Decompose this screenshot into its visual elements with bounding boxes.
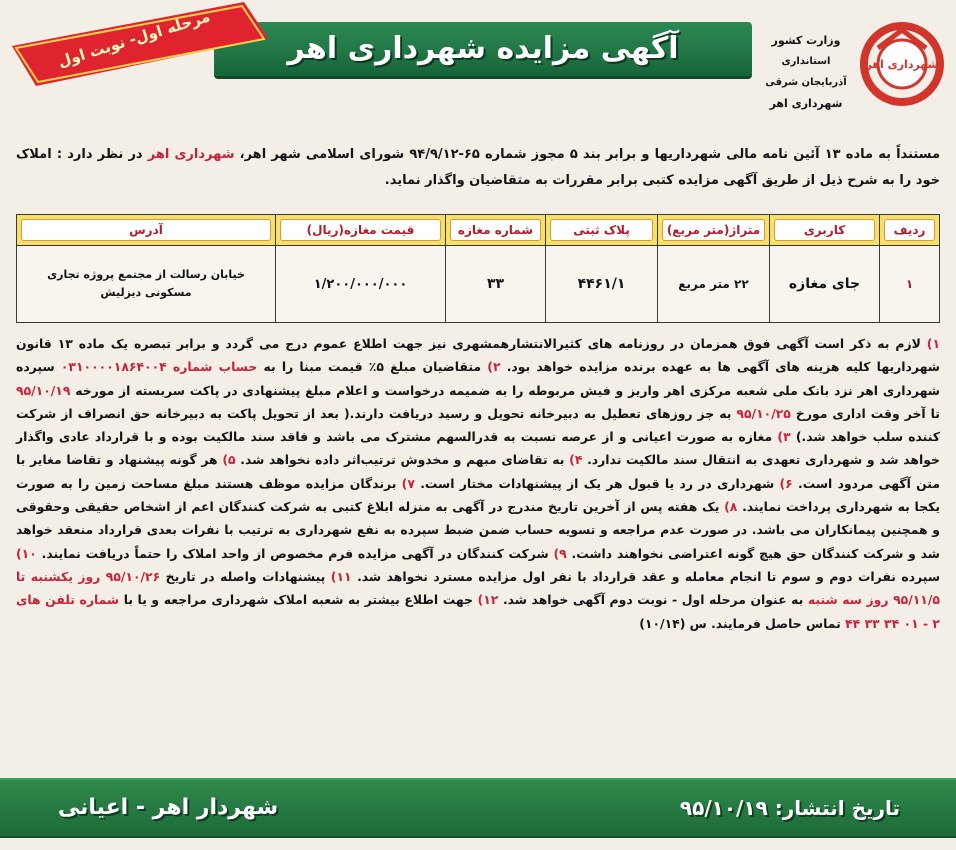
header-cell: آدرس — [17, 215, 276, 246]
ad-title: آگهی مزایده شهرداری اهر — [287, 31, 679, 66]
condition-6: شهرداری در رد یا قبول هر یک از پیشنهادات مختار است. — [420, 475, 775, 491]
price-cell: ۱/۲۰۰/۰۰۰/۰۰۰ — [276, 246, 446, 323]
condition-11b: به عنوان مرحله اول - نوبت دوم آگهی خواهد شد. — [502, 592, 804, 608]
account-number: حساب شماره ۰۳۱۰۰۰۰۱۸۶۴۰۰۴ — [60, 359, 258, 375]
header-cell: متراژ(متر مربع) — [658, 215, 770, 246]
stage-label: مرحله اول- نوبت اول — [55, 7, 213, 71]
intro-text-2: در نظر دارد : املاک خود را به شرح ذیل از طریق آگهی مزایده کتبی برابر مقررات به متقاضیان واگذار نماید. — [16, 147, 940, 188]
condition-2d: به جز روزهای تعطیل به دبیرخانه تحویل و رسید دریافت دارند.( بعد از تحویل پاکت به دبیرخانه حق انصراف از شرکت کننده سلب خواهد شد.) — [16, 405, 940, 445]
shop-number-cell: ۳۳ — [446, 246, 546, 323]
address-cell: خیابان رسالت از مجتمع پروژه تجاری مسکونی دیزلیش — [17, 246, 276, 323]
second-round-dates: ۹۵/۱۰/۲۶ روز یکشنبه تا ۹۵/۱۱/۵ روز سه شنبه — [16, 568, 940, 608]
footer-banner — [0, 778, 956, 838]
usage-cell: جای مغازه — [770, 246, 880, 323]
intro-paragraph — [16, 142, 940, 194]
plate-cell: ۴۴۶۱/۱ — [546, 246, 658, 323]
condition-2b: سپرده شهرداری اهر نزد بانک ملی شعبه مرکزی اهر واریز و فیش مربوطه را به ضمیمه درخواست و اعلام مبلغ پیشنهادی در پاکت سربسته از مورخه — [16, 359, 940, 398]
logo-text: شهرداری اهر — [865, 58, 939, 71]
table-header-row — [17, 215, 940, 246]
intro-text-1: مستنداً به ماده ۱۳ آئین نامه مالی شهرداریها و برابر بند ۵ مجوز شماره ۶۵-۹۴/۹/۱۲ شورای اسلامی شهر اهر، — [239, 147, 940, 162]
ministry-line: استانداری آذربایجان شرقی — [765, 56, 847, 88]
conditions-text: ۱) لازم به ذکر است آگهی فوق همزمان در روزنامه های کثیرالانتشارهمشهری نیز جهت اطلاع عموم درج می گردد و برابر تبصره یک ماده ۱۳ قانون شهرداریها کلیه هزینه های آگهی ها به عهده برنده مزایده خواهد بود. ۲) متقاضیان مبلغ ۵٪ قیمت مبنا را به حساب شماره ۰۳۱۰۰۰۰۱۸۶۴۰۰۴ سپرده شهرداری اهر نزد بانک ملی شعبه مرکزی اهر واریز و فیش مربوطه را به ضمیمه درخواست و اعلام مبلغ پیشنهادی در پاکت سربسته از مورخه ۹۵/۱۰/۱۹ تا آخر وقت اداری مورخ ۹۵/۱۰/۲۵ به جز روزهای تعطیل به دبیرخانه تحویل و رسید دریافت دارند.( بعد از تحویل پاکت به دبیرخانه حق انصراف از شرکت کننده سلب خواهد شد.) ۳) مغازه به صورت اعیانی و از عرصه نسبت به قدرالسهم مشترک می باشد و فاقد سند مالکیت بوده و با قرارداد عادی واگذار خواهد شد و شهرداری تعهدی به انتقال سند مالکیت ندارد. ۴) به تقاضای مبهم و مخدوش ترتیب‌اثر داده نخواهد شد. ۵) هر گونه پیشنهاد و تقاضا مغایر با متن آگهی مردود است. ۶) شهرداری در رد یا قبول هر یک از پیشنهادات مختار است. ۷) برندگان مزایده موظف هستند مبلغ مساحت زمین را به صورت یکجا به شهرداری پرداخت نمایند. ۸) یک هفته پس از آخرین تاریخ مندرج در آگهی به منزله ابلاغ کتبی به شرکت کنندگان اعم از اشخاص حقیقی وحقوقی و همچنین پیمانکاران می باشد. در صورت عدم مراجعه و تسویه حساب ضمن ضبط سپرده به نفع شهرداری به ترتیب با نفرات بعدی قرارداد منعقد خواهد شد و شرکت کنندگان حق هیچ گونه اعتراضی نخواهند داشت. ۹) شرکت کنندگان در آگهی مزایده فرم مخصوص از واحد املاک را حتماً دریافت نمایند. ۱۰) سپرده نفرات دوم و سوم تا انجام معامله و عقد قرارداد با نفر اول مزایده مسترد نخواهد شد. ۱۱) پیشنهادات واصله در تاریخ ۹۵/۱۰/۲۶ روز یکشنبه تا ۹۵/۱۱/۵ روز سه شنبه به عنوان مرحله اول - نوبت دوم آگهی خواهد شد. ۱۲) جهت اطلاع بیشتر به شعبه املاک شهرداری مراجعه و یا با شماره تلفن های ۲ - ۰۱ ۳۴ ۳۳ ۴۴ تماس حاصل فرمایند. س (۱۰/۱۴) — [16, 336, 941, 631]
header-cell: ردیف — [880, 215, 940, 246]
row-number-cell: ۱ — [880, 246, 940, 323]
condition-2a: متقاضیان مبلغ ۵٪ قیمت مبنا را به — [263, 359, 482, 375]
condition-1: لازم به ذکر است آگهی فوق همزمان در روزنامه های کثیرالانتشارهمشهری نیز جهت اطلاع عموم درج می گردد و برابر تبصره یک ماده ۱۳ قانون شهرداریها کلیه هزینه های آگهی ها به عهده برنده مزایده خواهد بود. — [16, 336, 940, 375]
condition-12a: جهت اطلاع بیشتر به شعبه املاک شهرداری مراجعه و یا با — [123, 592, 473, 608]
mayor-signature: شهردار اهر - اعیانی — [57, 795, 279, 820]
ministry-line: وزارت کشور — [771, 34, 841, 47]
header-cell: قیمت مغازه(ریال) — [276, 215, 446, 246]
condition-3: مغازه به صورت اعیانی و از عرصه نسبت به قدرالسهم مشترک می باشد و فاقد سند مالکیت بوده و با قرارداد عادی واگذار خواهد شد و شهرداری تعهدی به انتقال سند مالکیت ندارد. — [16, 429, 940, 468]
ministry-block — [758, 30, 854, 114]
end-date: ۹۵/۱۰/۲۵ — [736, 405, 791, 421]
title-banner — [214, 22, 752, 76]
area-cell: ۲۲ متر مربع — [658, 246, 770, 323]
condition-7: برندگان مزایده موظف هستند مبلغ مساحت زمین را به صورت یکجا به شهرداری پرداخت نمایند. — [16, 475, 940, 515]
condition-12b: تماس حاصل فرمایند. س (۱۰/۱۴) — [639, 615, 841, 631]
municipality-logo — [858, 18, 946, 110]
publish-date: تاریخ انتشار: ۹۵/۱۰/۱۹ — [679, 796, 901, 820]
phone-numbers: شماره تلفن های ۲ - ۰۱ ۳۴ ۳۳ ۴۴ — [16, 592, 940, 631]
ministry-line: شهرداری اهر — [769, 97, 843, 110]
condition-10: سپرده نفرات دوم و سوم تا انجام معامله و عقد قرارداد با نفر اول مزایده مسترد نخواهد شد. — [357, 568, 940, 584]
condition-8: یک هفته پس از آخرین تاریخ مندرج در آگهی به منزله ابلاغ کتبی به شرکت کنندگان اعم از اشخاص حقیقی وحقوقی و همچنین پیمانکاران می باشد. در صورت عدم مراجعه و تسویه حساب ضمن ضبط سپرده به نفع شهرداری به ترتیب با نفرات بعدی قرارداد منعقد خواهد شد و شرکت کنندگان حق هیچ گونه اعتراضی نخواهند داشت. — [16, 499, 940, 561]
header-cell: شماره مغازه — [446, 215, 546, 246]
condition-4: به تقاضای مبهم و مخدوش ترتیب‌اثر داده نخواهد شد. — [240, 452, 565, 468]
condition-2c: تا آخر وقت اداری مورخ — [795, 405, 940, 421]
table-row — [17, 246, 940, 323]
condition-9: شرکت کنندگان در آگهی مزایده فرم مخصوص از واحد املاک را حتماً دریافت نمایند. — [41, 545, 549, 561]
start-date: ۹۵/۱۰/۱۹ — [16, 382, 71, 398]
condition-11a: پیشنهادات واصله در تاریخ — [165, 568, 326, 584]
intro-highlight: شهرداری اهر — [147, 147, 235, 162]
header-cell: کاربری — [770, 215, 880, 246]
property-table — [16, 214, 940, 323]
header-cell: پلاک ثبتی — [546, 215, 658, 246]
condition-5: هر گونه پیشنهاد و تقاضا مغایر با متن آگهی مردود است. — [16, 452, 941, 491]
